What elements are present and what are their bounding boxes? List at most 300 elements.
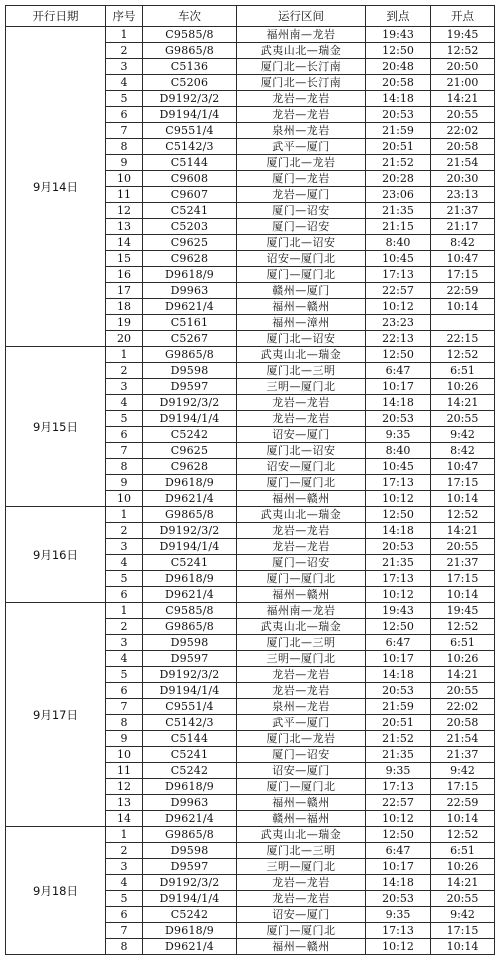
train-number-cell: C5144	[143, 731, 237, 747]
route-cell: 厦门北—三明	[237, 843, 366, 859]
train-number-cell: C9625	[143, 235, 237, 251]
seq-cell: 3	[106, 379, 143, 395]
train-number-cell: C5161	[143, 315, 237, 331]
train-number-cell: C9585/8	[143, 27, 237, 43]
route-cell: 诏安—厦门	[237, 907, 366, 923]
header-date: 开行日期	[6, 6, 106, 27]
seq-cell: 6	[106, 427, 143, 443]
header-arrive: 到点	[366, 6, 431, 27]
route-cell: 武夷山北—瑞金	[237, 347, 366, 363]
seq-cell: 9	[106, 475, 143, 491]
seq-cell: 6	[106, 907, 143, 923]
arrival-time-cell: 19:43	[366, 27, 431, 43]
train-number-cell: C5142/3	[143, 139, 237, 155]
arrival-time-cell: 12:50	[366, 43, 431, 59]
route-cell: 泉州—龙岩	[237, 699, 366, 715]
train-number-cell: C9608	[143, 171, 237, 187]
table-row	[6, 827, 495, 843]
seq-cell: 3	[106, 539, 143, 555]
arrival-time-cell: 12:50	[366, 827, 431, 843]
train-number-cell: D9618/9	[143, 779, 237, 795]
train-number-cell: D9192/3/2	[143, 875, 237, 891]
arrival-time-cell: 14:18	[366, 667, 431, 683]
seq-cell: 9	[106, 731, 143, 747]
arrival-time-cell: 9:35	[366, 907, 431, 923]
train-number-cell: D9194/1/4	[143, 411, 237, 427]
route-cell: 厦门—厦门北	[237, 267, 366, 283]
seq-cell: 4	[106, 555, 143, 571]
seq-cell: 2	[106, 43, 143, 59]
date-cell: 9月15日	[6, 347, 106, 507]
arrival-time-cell: 20:51	[366, 139, 431, 155]
departure-time-cell: 19:45	[431, 27, 495, 43]
arrival-time-cell: 17:13	[366, 923, 431, 939]
route-cell: 三明—厦门北	[237, 859, 366, 875]
seq-cell: 2	[106, 523, 143, 539]
arrival-time-cell: 20:53	[366, 107, 431, 123]
departure-time-cell: 21:54	[431, 155, 495, 171]
arrival-time-cell: 10:12	[366, 299, 431, 315]
seq-cell: 4	[106, 395, 143, 411]
departure-time-cell: 9:42	[431, 427, 495, 443]
header-train: 车次	[143, 6, 237, 27]
seq-cell: 3	[106, 859, 143, 875]
seq-cell: 12	[106, 779, 143, 795]
arrival-time-cell: 10:12	[366, 811, 431, 827]
route-cell: 泉州—龙岩	[237, 123, 366, 139]
train-number-cell: D9621/4	[143, 587, 237, 603]
seq-cell: 1	[106, 507, 143, 523]
train-number-cell: D9192/3/2	[143, 523, 237, 539]
departure-time-cell: 22:59	[431, 795, 495, 811]
route-cell: 龙岩—厦门	[237, 187, 366, 203]
arrival-time-cell: 20:53	[366, 891, 431, 907]
arrival-time-cell: 12:50	[366, 619, 431, 635]
route-cell: 厦门北—诏安	[237, 331, 366, 347]
departure-time-cell: 19:45	[431, 603, 495, 619]
departure-time-cell: 21:00	[431, 75, 495, 91]
seq-cell: 3	[106, 59, 143, 75]
arrival-time-cell: 10:17	[366, 859, 431, 875]
seq-cell: 12	[106, 203, 143, 219]
arrival-time-cell: 6:47	[366, 363, 431, 379]
arrival-time-cell: 20:51	[366, 715, 431, 731]
table-row	[6, 347, 495, 363]
train-number-cell: G9865/8	[143, 507, 237, 523]
route-cell: 龙岩—龙岩	[237, 539, 366, 555]
train-number-cell: C9628	[143, 251, 237, 267]
departure-time-cell: 20:55	[431, 683, 495, 699]
train-number-cell: D9618/9	[143, 475, 237, 491]
arrival-time-cell: 9:35	[366, 427, 431, 443]
train-number-cell: G9865/8	[143, 619, 237, 635]
arrival-time-cell: 6:47	[366, 843, 431, 859]
seq-cell: 11	[106, 187, 143, 203]
departure-time-cell: 21:37	[431, 555, 495, 571]
train-number-cell: C5142/3	[143, 715, 237, 731]
seq-cell: 2	[106, 363, 143, 379]
route-cell: 武夷山北—瑞金	[237, 619, 366, 635]
train-number-cell: D9597	[143, 859, 237, 875]
header-section: 运行区间	[237, 6, 366, 27]
header-seq: 序号	[106, 6, 143, 27]
departure-time-cell: 23:13	[431, 187, 495, 203]
seq-cell: 11	[106, 763, 143, 779]
arrival-time-cell: 10:12	[366, 587, 431, 603]
seq-cell: 7	[106, 923, 143, 939]
seq-cell: 10	[106, 171, 143, 187]
route-cell: 龙岩—龙岩	[237, 875, 366, 891]
train-number-cell: C5242	[143, 427, 237, 443]
train-number-cell: D9192/3/2	[143, 91, 237, 107]
seq-cell: 4	[106, 651, 143, 667]
seq-cell: 14	[106, 235, 143, 251]
departure-time-cell: 20:50	[431, 59, 495, 75]
train-number-cell: D9597	[143, 379, 237, 395]
departure-time-cell: 8:42	[431, 443, 495, 459]
departure-time-cell: 17:15	[431, 923, 495, 939]
table-row	[6, 603, 495, 619]
route-cell: 厦门北—长汀南	[237, 59, 366, 75]
arrival-time-cell: 21:35	[366, 555, 431, 571]
departure-time-cell: 10:26	[431, 859, 495, 875]
route-cell: 厦门—诏安	[237, 747, 366, 763]
seq-cell: 8	[106, 459, 143, 475]
route-cell: 厦门—厦门北	[237, 779, 366, 795]
train-number-cell: C5241	[143, 555, 237, 571]
departure-time-cell: 10:14	[431, 587, 495, 603]
seq-cell: 3	[106, 635, 143, 651]
seq-cell: 7	[106, 123, 143, 139]
arrival-time-cell: 8:40	[366, 443, 431, 459]
arrival-time-cell: 10:45	[366, 251, 431, 267]
departure-time-cell: 14:21	[431, 875, 495, 891]
header-depart: 开点	[431, 6, 495, 27]
route-cell: 龙岩—龙岩	[237, 523, 366, 539]
train-number-cell: D9597	[143, 651, 237, 667]
seq-cell: 4	[106, 75, 143, 91]
date-cell: 9月14日	[6, 27, 106, 347]
train-number-cell: D9192/3/2	[143, 667, 237, 683]
departure-time-cell	[431, 315, 495, 331]
train-number-cell: D9192/3/2	[143, 395, 237, 411]
train-number-cell: C9628	[143, 459, 237, 475]
seq-cell: 5	[106, 91, 143, 107]
table-row	[6, 27, 495, 43]
arrival-time-cell: 21:35	[366, 203, 431, 219]
schedule-body	[6, 27, 495, 955]
seq-cell: 5	[106, 891, 143, 907]
seq-cell: 7	[106, 443, 143, 459]
arrival-time-cell: 17:13	[366, 779, 431, 795]
departure-time-cell: 10:47	[431, 459, 495, 475]
route-cell: 厦门—诏安	[237, 203, 366, 219]
route-cell: 福州—赣州	[237, 491, 366, 507]
departure-time-cell: 12:52	[431, 43, 495, 59]
departure-time-cell: 21:54	[431, 731, 495, 747]
seq-cell: 6	[106, 107, 143, 123]
train-number-cell: D9194/1/4	[143, 683, 237, 699]
departure-time-cell: 17:15	[431, 475, 495, 491]
seq-cell: 2	[106, 843, 143, 859]
seq-cell: 13	[106, 219, 143, 235]
train-number-cell: D9621/4	[143, 491, 237, 507]
arrival-time-cell: 8:40	[366, 235, 431, 251]
arrival-time-cell: 10:12	[366, 491, 431, 507]
arrival-time-cell: 14:18	[366, 875, 431, 891]
arrival-time-cell: 20:48	[366, 59, 431, 75]
departure-time-cell: 10:14	[431, 939, 495, 955]
arrival-time-cell: 9:35	[366, 763, 431, 779]
train-number-cell: C9551/4	[143, 699, 237, 715]
seq-cell: 5	[106, 571, 143, 587]
train-number-cell: C9585/8	[143, 603, 237, 619]
train-number-cell: C5203	[143, 219, 237, 235]
seq-cell: 1	[106, 827, 143, 843]
train-number-cell: C5242	[143, 763, 237, 779]
train-number-cell: D9963	[143, 283, 237, 299]
departure-time-cell: 9:42	[431, 907, 495, 923]
route-cell: 龙岩—龙岩	[237, 667, 366, 683]
departure-time-cell: 6:51	[431, 635, 495, 651]
date-cell: 9月18日	[6, 827, 106, 955]
train-number-cell: C5206	[143, 75, 237, 91]
table-row	[6, 507, 495, 523]
arrival-time-cell: 12:50	[366, 347, 431, 363]
departure-time-cell: 21:17	[431, 219, 495, 235]
departure-time-cell: 17:15	[431, 267, 495, 283]
seq-cell: 10	[106, 747, 143, 763]
route-cell: 诏安—厦门	[237, 427, 366, 443]
route-cell: 武平—厦门	[237, 139, 366, 155]
departure-time-cell: 12:52	[431, 347, 495, 363]
train-number-cell: C5242	[143, 907, 237, 923]
train-number-cell: C5267	[143, 331, 237, 347]
departure-time-cell: 21:37	[431, 747, 495, 763]
arrival-time-cell: 20:53	[366, 539, 431, 555]
arrival-time-cell: 22:57	[366, 283, 431, 299]
route-cell: 三明—厦门北	[237, 651, 366, 667]
seq-cell: 8	[106, 939, 143, 955]
route-cell: 厦门—诏安	[237, 555, 366, 571]
train-number-cell: D9621/4	[143, 811, 237, 827]
train-number-cell: D9598	[143, 635, 237, 651]
train-number-cell: G9865/8	[143, 43, 237, 59]
train-number-cell: C9625	[143, 443, 237, 459]
route-cell: 厦门—诏安	[237, 219, 366, 235]
departure-time-cell: 12:52	[431, 507, 495, 523]
arrival-time-cell: 14:18	[366, 523, 431, 539]
arrival-time-cell: 21:35	[366, 747, 431, 763]
route-cell: 龙岩—龙岩	[237, 411, 366, 427]
route-cell: 厦门北—龙岩	[237, 155, 366, 171]
train-number-cell: C5241	[143, 203, 237, 219]
departure-time-cell: 14:21	[431, 91, 495, 107]
arrival-time-cell: 20:53	[366, 411, 431, 427]
date-cell: 9月17日	[6, 603, 106, 827]
departure-time-cell: 17:15	[431, 571, 495, 587]
schedule-wrapper	[5, 5, 495, 955]
route-cell: 福州—漳州	[237, 315, 366, 331]
route-cell: 龙岩—龙岩	[237, 891, 366, 907]
seq-cell: 2	[106, 619, 143, 635]
arrival-time-cell: 17:13	[366, 475, 431, 491]
arrival-time-cell: 23:06	[366, 187, 431, 203]
route-cell: 三明—厦门北	[237, 379, 366, 395]
arrival-time-cell: 22:13	[366, 331, 431, 347]
seq-cell: 1	[106, 347, 143, 363]
arrival-time-cell: 23:23	[366, 315, 431, 331]
seq-cell: 6	[106, 587, 143, 603]
route-cell: 厦门北—龙岩	[237, 731, 366, 747]
departure-time-cell: 20:55	[431, 891, 495, 907]
route-cell: 诏安—厦门北	[237, 251, 366, 267]
seq-cell: 9	[106, 155, 143, 171]
departure-time-cell: 20:30	[431, 171, 495, 187]
train-number-cell: D9963	[143, 795, 237, 811]
seq-cell: 18	[106, 299, 143, 315]
train-number-cell: C9551/4	[143, 123, 237, 139]
train-number-cell: C9607	[143, 187, 237, 203]
seq-cell: 5	[106, 667, 143, 683]
arrival-time-cell: 20:28	[366, 171, 431, 187]
departure-time-cell: 9:42	[431, 763, 495, 779]
seq-cell: 4	[106, 875, 143, 891]
departure-time-cell: 6:51	[431, 363, 495, 379]
train-schedule-table	[5, 5, 495, 955]
departure-time-cell: 14:21	[431, 523, 495, 539]
arrival-time-cell: 10:17	[366, 651, 431, 667]
arrival-time-cell: 10:17	[366, 379, 431, 395]
seq-cell: 8	[106, 139, 143, 155]
seq-cell: 1	[106, 27, 143, 43]
seq-cell: 20	[106, 331, 143, 347]
train-number-cell: D9618/9	[143, 571, 237, 587]
train-number-cell: C5144	[143, 155, 237, 171]
route-cell: 诏安—厦门北	[237, 459, 366, 475]
departure-time-cell: 21:37	[431, 203, 495, 219]
train-number-cell: D9598	[143, 363, 237, 379]
route-cell: 武平—厦门	[237, 715, 366, 731]
route-cell: 诏安—厦门	[237, 763, 366, 779]
route-cell: 福州—赣州	[237, 299, 366, 315]
train-number-cell: D9194/1/4	[143, 891, 237, 907]
train-number-cell: D9194/1/4	[143, 539, 237, 555]
departure-time-cell: 14:21	[431, 395, 495, 411]
arrival-time-cell: 6:47	[366, 635, 431, 651]
train-number-cell: G9865/8	[143, 827, 237, 843]
route-cell: 武夷山北—瑞金	[237, 827, 366, 843]
departure-time-cell: 12:52	[431, 827, 495, 843]
arrival-time-cell: 12:50	[366, 507, 431, 523]
arrival-time-cell: 19:43	[366, 603, 431, 619]
departure-time-cell: 10:14	[431, 811, 495, 827]
date-cell: 9月16日	[6, 507, 106, 603]
seq-cell: 6	[106, 683, 143, 699]
route-cell: 厦门北—三明	[237, 363, 366, 379]
route-cell: 厦门—厦门北	[237, 571, 366, 587]
route-cell: 福州—赣州	[237, 939, 366, 955]
route-cell: 厦门北—诏安	[237, 443, 366, 459]
seq-cell: 17	[106, 283, 143, 299]
departure-time-cell: 20:58	[431, 139, 495, 155]
train-number-cell: D9621/4	[143, 299, 237, 315]
seq-cell: 5	[106, 411, 143, 427]
route-cell: 赣州—厦门	[237, 283, 366, 299]
seq-cell: 16	[106, 267, 143, 283]
arrival-time-cell: 21:15	[366, 219, 431, 235]
arrival-time-cell: 14:18	[366, 395, 431, 411]
arrival-time-cell: 21:59	[366, 123, 431, 139]
route-cell: 厦门北—长汀南	[237, 75, 366, 91]
route-cell: 厦门—龙岩	[237, 171, 366, 187]
departure-time-cell: 20:58	[431, 715, 495, 731]
route-cell: 武夷山北—瑞金	[237, 507, 366, 523]
train-number-cell: C5241	[143, 747, 237, 763]
route-cell: 福州南—龙岩	[237, 603, 366, 619]
route-cell: 厦门北—三明	[237, 635, 366, 651]
departure-time-cell: 20:55	[431, 539, 495, 555]
arrival-time-cell: 14:18	[366, 91, 431, 107]
arrival-time-cell: 21:59	[366, 699, 431, 715]
route-cell: 龙岩—龙岩	[237, 107, 366, 123]
departure-time-cell: 6:51	[431, 843, 495, 859]
departure-time-cell: 10:14	[431, 491, 495, 507]
route-cell: 福州—赣州	[237, 795, 366, 811]
arrival-time-cell: 21:52	[366, 731, 431, 747]
departure-time-cell: 17:15	[431, 779, 495, 795]
train-number-cell: G9865/8	[143, 347, 237, 363]
departure-time-cell: 8:42	[431, 235, 495, 251]
seq-cell: 19	[106, 315, 143, 331]
train-number-cell: C5136	[143, 59, 237, 75]
route-cell: 赣州—福州	[237, 811, 366, 827]
departure-time-cell: 10:26	[431, 379, 495, 395]
departure-time-cell: 22:15	[431, 331, 495, 347]
departure-time-cell: 20:55	[431, 411, 495, 427]
arrival-time-cell: 10:45	[366, 459, 431, 475]
seq-cell: 7	[106, 699, 143, 715]
route-cell: 福州南—龙岩	[237, 27, 366, 43]
route-cell: 龙岩—龙岩	[237, 683, 366, 699]
seq-cell: 1	[106, 603, 143, 619]
arrival-time-cell: 10:12	[366, 939, 431, 955]
departure-time-cell: 12:52	[431, 619, 495, 635]
departure-time-cell: 22:02	[431, 699, 495, 715]
train-number-cell: D9618/9	[143, 267, 237, 283]
train-number-cell: D9621/4	[143, 939, 237, 955]
seq-cell: 15	[106, 251, 143, 267]
departure-time-cell: 10:47	[431, 251, 495, 267]
route-cell: 福州—赣州	[237, 587, 366, 603]
departure-time-cell: 10:14	[431, 299, 495, 315]
seq-cell: 8	[106, 715, 143, 731]
train-number-cell: D9598	[143, 843, 237, 859]
departure-time-cell: 10:26	[431, 651, 495, 667]
header-row	[6, 6, 495, 27]
route-cell: 龙岩—龙岩	[237, 91, 366, 107]
seq-cell: 10	[106, 491, 143, 507]
arrival-time-cell: 20:53	[366, 683, 431, 699]
departure-time-cell: 14:21	[431, 667, 495, 683]
train-number-cell: D9618/9	[143, 923, 237, 939]
route-cell: 厦门—厦门北	[237, 475, 366, 491]
seq-cell: 14	[106, 811, 143, 827]
route-cell: 厦门北—诏安	[237, 235, 366, 251]
route-cell: 龙岩—龙岩	[237, 395, 366, 411]
train-number-cell: D9194/1/4	[143, 107, 237, 123]
arrival-time-cell: 17:13	[366, 267, 431, 283]
